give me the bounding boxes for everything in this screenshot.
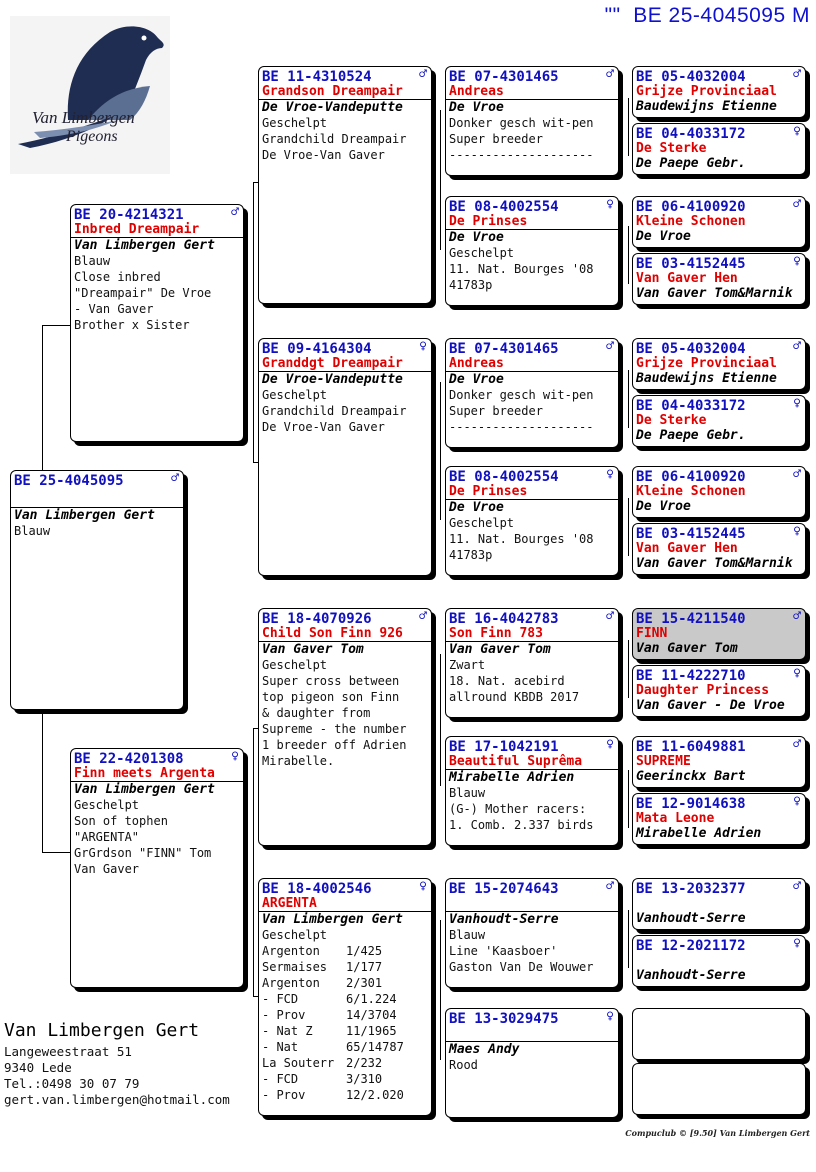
result-row: - Prov 12/2.020	[262, 1088, 404, 1102]
info-line: Gaston Van De Wouwer	[449, 960, 594, 974]
ggparent-card[interactable]	[445, 878, 619, 988]
ring-number: BE 22-4201308 ♀	[74, 749, 239, 767]
info-line: Van Gaver	[74, 862, 140, 876]
header-ring: BE 25-4045095 M	[633, 4, 810, 27]
pigeon-name: Van Gaver Hen	[636, 271, 738, 286]
pigeon-name: Kleine Schonen	[636, 484, 746, 499]
gggparent-card[interactable]	[632, 123, 806, 175]
pigeon-name: Inbred Dreampair	[71, 223, 243, 238]
logo-line2: Pigeons	[66, 128, 118, 145]
info-line: Grandchild Dreampair	[262, 132, 407, 146]
owner: De Vroe	[449, 372, 504, 387]
pigeon-name: De Prinses	[446, 485, 618, 500]
gggparent-card[interactable]	[632, 736, 806, 788]
info-line: Line 'Kaasboer'	[449, 944, 558, 958]
female-icon: ♀	[793, 794, 801, 809]
male-icon: ♂	[793, 339, 801, 354]
ggparent-card[interactable]	[445, 196, 619, 306]
ring-number: BE 13-2032377 ♂	[636, 879, 801, 897]
ggparent-card[interactable]	[445, 66, 619, 176]
pigeon-name	[446, 1027, 618, 1042]
connector-line	[628, 98, 629, 156]
info-line: Son of tophen	[74, 814, 168, 828]
gggparent-card[interactable]	[632, 878, 806, 930]
owner: Van Limbergen Gert	[74, 238, 215, 253]
ring-number: BE 11-6049881 ♂	[636, 737, 801, 755]
gggparent-card[interactable]	[632, 1008, 806, 1060]
pigeon-name: Andreas	[446, 357, 618, 372]
pigeon-name: De Prinses	[446, 215, 618, 230]
ring-number: BE 12-9014638 ♀	[636, 794, 801, 812]
gggparent-card[interactable]	[632, 196, 806, 248]
connector-line	[628, 370, 629, 428]
owner: Baudewijns Etienne	[636, 371, 777, 386]
ring-number: BE 11-4222710 ♀	[636, 666, 801, 684]
owner: De Vroe-Vandeputte	[262, 100, 403, 115]
gggparent-card[interactable]	[632, 523, 806, 575]
ring-number: BE 20-4214321 ♂	[74, 205, 239, 223]
info-line: Brother x Sister	[74, 318, 190, 332]
pigeon-name: SUPREME	[636, 754, 691, 769]
info-line: (G-) Mother racers:	[449, 802, 587, 816]
male-icon: ♂	[419, 609, 427, 624]
owner: Van Limbergen Gert	[262, 912, 403, 927]
info-line: Grandchild Dreampair	[262, 404, 407, 418]
result-row: Sermaises 1/177	[262, 960, 383, 974]
gggparent-card[interactable]	[632, 253, 806, 305]
info-line: & daughter from	[262, 706, 371, 720]
owner: De Vroe	[636, 229, 691, 244]
sire-dam-card[interactable]	[258, 338, 432, 576]
info-line: Super breeder	[449, 132, 543, 146]
owner: De Vroe-Vandeputte	[262, 372, 403, 387]
connector-line	[253, 182, 254, 462]
pigeon-name: Mata Leone	[636, 811, 715, 826]
breeder-phone: Tel.:0498 30 07 79	[4, 1076, 140, 1091]
ggparent-card[interactable]	[445, 1008, 619, 1118]
pedigree-header	[605, 4, 810, 28]
male-icon: ♂	[793, 879, 801, 894]
female-icon: ♀	[793, 254, 801, 269]
breeder-street: Langeweestraat 51	[4, 1044, 132, 1059]
result-row: - FCD 6/1.224	[262, 992, 397, 1006]
pigeon-name	[446, 897, 618, 912]
info-line: Blauw	[449, 786, 486, 800]
pigeon-name: Grijze Provinciaal	[636, 84, 777, 99]
gggparent-card[interactable]	[632, 793, 806, 845]
dam-sire-card[interactable]	[258, 608, 432, 846]
connector-line	[628, 226, 629, 284]
info-line: Geschelpt	[74, 798, 140, 812]
owner: De Paepe Gebr.	[636, 156, 746, 171]
header-prefix: ""	[604, 4, 621, 27]
result-row: - Nat 65/14787	[262, 1040, 404, 1054]
owner: Maes Andy	[449, 1042, 520, 1057]
info-line: 18. Nat. acebird	[449, 674, 565, 688]
connector-line	[440, 920, 441, 1060]
gggparent-card[interactable]	[632, 66, 806, 118]
connector-line	[440, 382, 441, 520]
ring-number: BE 17-1042191 ♀	[449, 737, 614, 755]
male-icon: ♂	[606, 339, 614, 354]
pigeon-name: ARGENTA	[259, 897, 431, 912]
male-icon: ♂	[793, 737, 801, 752]
owner: Van Gaver Tom&Marnik	[636, 286, 793, 301]
female-icon: ♀	[419, 339, 427, 354]
result-row: La Souterr 2/232	[262, 1056, 383, 1070]
copyright: Compuclub © [9.50] Van Limbergen Gert	[625, 1128, 810, 1138]
info-line: Rood	[449, 1058, 478, 1072]
male-icon: ♂	[606, 609, 614, 624]
owner: Van Gaver Tom	[262, 642, 364, 657]
ring-number: BE 11-4310524 ♂	[262, 67, 427, 85]
result-row: - Prov 14/3704	[262, 1008, 397, 1022]
ring-number: BE 06-4100920 ♂	[636, 467, 801, 485]
connector-line	[42, 852, 71, 853]
info-line: De Vroe-Van Gaver	[262, 420, 385, 434]
info-line: Geschelpt	[262, 388, 328, 402]
info-line: Super cross between	[262, 674, 400, 688]
pigeon-name: Finn meets Argenta	[71, 767, 243, 782]
ring-number: BE 09-4164304 ♀	[262, 339, 427, 357]
ggparent-card[interactable]	[445, 466, 619, 576]
male-icon: ♂	[793, 197, 801, 212]
pigeon-name: Daughter Princess	[636, 683, 770, 698]
owner: Vanhoudt-Serre	[636, 968, 746, 983]
pigeon-name	[633, 897, 805, 911]
pigeon-name: Granddgt Dreampair	[259, 357, 431, 372]
info-line: Geschelpt	[262, 116, 328, 130]
female-icon: ♀	[793, 936, 801, 951]
female-icon: ♀	[793, 666, 801, 681]
ring-number: BE 07-4301465 ♂	[449, 339, 614, 357]
ring-number: BE 18-4002546 ♀	[262, 879, 427, 897]
connector-line	[42, 325, 71, 326]
pigeon-head-icon	[10, 16, 170, 174]
pigeon-name: Andreas	[446, 85, 618, 100]
male-icon: ♂	[171, 471, 179, 486]
female-icon: ♀	[793, 396, 801, 411]
pigeon-name: Kleine Schonen	[636, 214, 746, 229]
info-line: "ARGENTA"	[74, 830, 140, 844]
info-line: Geschelpt	[262, 658, 328, 672]
info-line: 11. Nat. Bourges '08	[449, 262, 594, 276]
owner: Van Limbergen Gert	[11, 507, 183, 523]
ring-number: BE 07-4301465 ♂	[449, 67, 614, 85]
male-icon: ♂	[419, 67, 427, 82]
info-line: --------------------	[449, 148, 594, 162]
ring-number: BE 25-4045095 ♂	[14, 471, 179, 489]
sire-card[interactable]	[70, 204, 244, 442]
connector-line	[42, 712, 43, 852]
info-line: Geschelpt	[449, 246, 515, 260]
gggparent-card[interactable]	[632, 1063, 806, 1115]
pigeon-name: Grandson Dreampair	[259, 85, 431, 100]
info-line: - Van Gaver	[74, 302, 154, 316]
owner: De Vroe	[636, 499, 691, 514]
female-icon: ♀	[606, 1009, 614, 1024]
logo-line1: Van Limbergen	[32, 108, 135, 127]
male-icon: ♂	[606, 67, 614, 82]
info-line: Geschelpt	[449, 516, 515, 530]
owner: De Paepe Gebr.	[636, 428, 746, 443]
info-line: Donker gesch wit-pen	[449, 116, 594, 130]
female-icon: ♀	[419, 879, 427, 894]
ring-number: BE 05-4032004 ♂	[636, 339, 801, 357]
male-icon: ♂	[231, 205, 239, 220]
info-line: allround KBDB 2017	[449, 690, 580, 704]
pigeon-name: De Sterke	[636, 413, 707, 428]
ggparent-card[interactable]	[445, 338, 619, 448]
owner: Van Limbergen Gert	[74, 782, 215, 797]
pigeon-name	[633, 954, 805, 968]
info-line: Supreme - the number	[262, 722, 407, 736]
gggparent-card[interactable]	[632, 665, 806, 717]
info-line: 41783p	[449, 548, 493, 562]
pigeon-name: Child Son Finn 926	[259, 627, 431, 642]
connector-line	[628, 910, 629, 968]
owner: Van Gaver Tom	[449, 642, 551, 657]
ring-number: BE 13-3029475 ♀	[449, 1009, 614, 1027]
ring-number: BE 08-4002554 ♀	[449, 197, 614, 215]
pigeon-name: De Sterke	[636, 141, 707, 156]
dam-card[interactable]	[70, 748, 244, 988]
owner: Van Gaver - De Vroe	[636, 698, 785, 713]
info-line: Donker gesch wit-pen	[449, 388, 594, 402]
ggparent-card[interactable]	[445, 608, 619, 718]
owner: Baudewijns Etienne	[636, 99, 777, 114]
owner: Geerinckx Bart	[636, 769, 746, 784]
gggparent-card[interactable]	[632, 608, 806, 660]
female-icon: ♀	[606, 197, 614, 212]
ring-number: BE 15-4211540 ♂	[636, 609, 801, 627]
ring-number: BE 18-4070926 ♂	[262, 609, 427, 627]
female-icon: ♀	[793, 124, 801, 139]
result-row: Argenton 2/301	[262, 976, 383, 990]
female-icon: ♀	[606, 737, 614, 752]
ring-number: BE 15-2074643 ♂	[449, 879, 614, 897]
info-line: 1 breeder off Adrien	[262, 738, 407, 752]
owner: Vanhoudt-Serre	[449, 912, 559, 927]
connector-line	[628, 770, 629, 828]
ring-number: BE 16-4042783 ♂	[449, 609, 614, 627]
female-icon: ♀	[793, 524, 801, 539]
ggparent-card[interactable]	[445, 736, 619, 846]
info-line: 11. Nat. Bourges '08	[449, 532, 594, 546]
info-line: --------------------	[449, 420, 594, 434]
owner: Van Gaver Tom	[636, 641, 738, 656]
info-line: Blauw	[74, 254, 111, 268]
ring-number: BE 04-4033172 ♀	[636, 396, 801, 414]
breeder-email[interactable]: gert.van.limbergen@hotmail.com	[4, 1092, 230, 1107]
result-row: - Nat Z 11/1965	[262, 1024, 397, 1038]
pigeon-name: Van Gaver Hen	[636, 541, 738, 556]
breeder-name: Van Limbergen Gert	[4, 1020, 200, 1041]
pigeon-name: Son Finn 783	[446, 627, 618, 642]
owner: Mirabelle Adrien	[449, 770, 575, 785]
ring-number: BE 04-4033172 ♀	[636, 124, 801, 142]
female-icon: ♀	[606, 467, 614, 482]
female-icon: ♀	[231, 749, 239, 764]
connector-line	[628, 640, 629, 698]
owner: Van Gaver Tom&Marnik	[636, 556, 793, 571]
ring-number: BE 06-4100920 ♂	[636, 197, 801, 215]
gggparent-card[interactable]	[632, 395, 806, 447]
ring-number: BE 12-2021172 ♀	[636, 936, 801, 954]
info-line: Blauw	[14, 524, 51, 538]
info-line: Super breeder	[449, 404, 543, 418]
connector-line	[42, 325, 43, 470]
male-icon: ♂	[793, 67, 801, 82]
info-line: top pigeon son Finn	[262, 690, 400, 704]
dam-dam-card[interactable]	[258, 878, 432, 1116]
subject-card[interactable]	[10, 470, 184, 710]
ring-number: BE 08-4002554 ♀	[449, 467, 614, 485]
ring-number: BE 05-4032004 ♂	[636, 67, 801, 85]
info-line: GrGrdson "FINN" Tom	[74, 846, 212, 860]
ring-number: BE 03-4152445 ♀	[636, 524, 801, 542]
info-line: 41783p	[449, 278, 493, 292]
pigeon-name: Beautiful Suprêma	[446, 755, 618, 770]
info-line: Mirabelle.	[262, 754, 335, 768]
pigeon-name: FINN	[636, 626, 668, 641]
owner: De Vroe	[449, 230, 504, 245]
connector-line	[440, 110, 441, 250]
info-line: Close inbred	[74, 270, 161, 284]
male-icon: ♂	[793, 609, 801, 624]
connector-line	[253, 728, 254, 996]
pigeon-name: Grijze Provinciaal	[636, 356, 777, 371]
info-line: "Dreampair" De Vroe	[74, 286, 212, 300]
ring-number: BE 03-4152445 ♀	[636, 254, 801, 272]
info-line: 1. Comb. 2.337 birds	[449, 818, 594, 832]
result-row: Argenton 1/425	[262, 944, 383, 958]
gggparent-card[interactable]	[632, 466, 806, 518]
info-line: Geschelpt	[262, 928, 328, 942]
male-icon: ♂	[606, 879, 614, 894]
info-line: Blauw	[449, 928, 486, 942]
info-line: De Vroe-Van Gaver	[262, 148, 385, 162]
gggparent-card[interactable]	[632, 338, 806, 390]
owner: Vanhoudt-Serre	[636, 911, 746, 926]
owner: Mirabelle Adrien	[636, 826, 762, 841]
breeder-city: 9340 Lede	[4, 1060, 72, 1075]
owner: De Vroe	[449, 100, 504, 115]
info-line: Zwart	[449, 658, 486, 672]
owner: De Vroe	[449, 500, 504, 515]
connector-line	[628, 498, 629, 556]
result-row: - FCD 3/310	[262, 1072, 383, 1086]
sire-sire-card[interactable]	[258, 66, 432, 304]
gggparent-card[interactable]	[632, 935, 806, 987]
male-icon: ♂	[793, 467, 801, 482]
connector-line	[440, 654, 441, 786]
logo	[10, 16, 170, 174]
